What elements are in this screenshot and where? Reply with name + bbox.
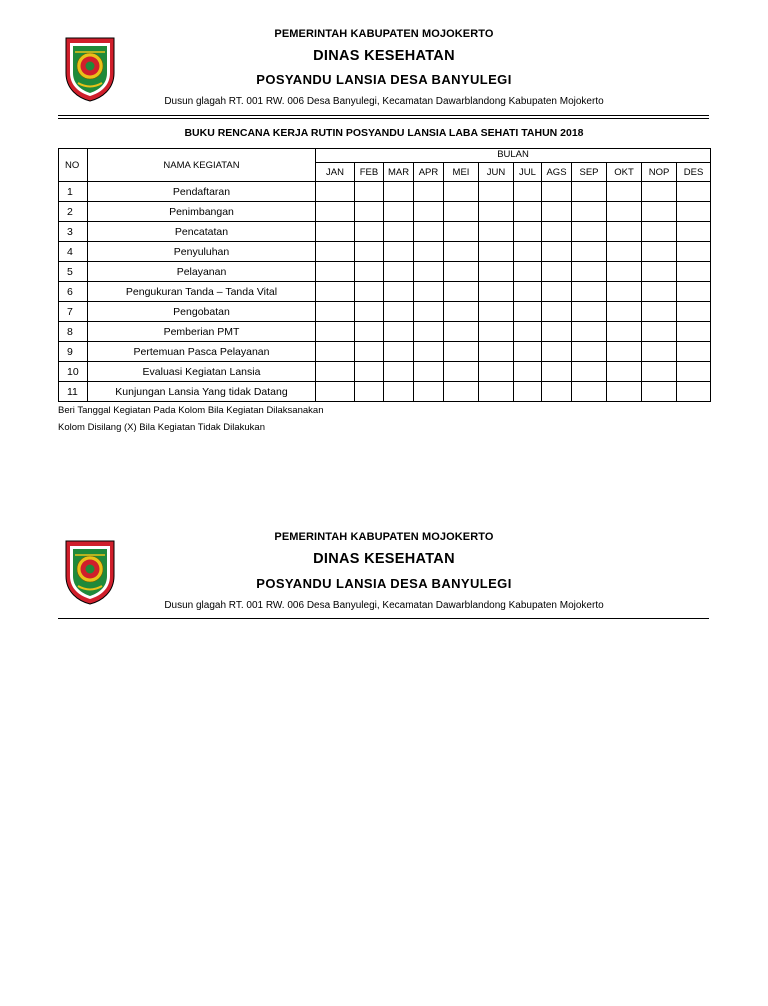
schedule-cell-jan[interactable] — [316, 302, 355, 322]
column-header-activity: NAMA KEGIATAN — [88, 149, 316, 182]
schedule-cell-mar[interactable] — [384, 262, 414, 282]
schedule-cell-mei[interactable] — [444, 262, 479, 282]
schedule-cell-mar[interactable] — [384, 182, 414, 202]
schedule-cell-sep[interactable] — [572, 382, 607, 402]
schedule-cell-nop[interactable] — [642, 362, 677, 382]
schedule-cell-mar[interactable] — [384, 222, 414, 242]
schedule-cell-sep[interactable] — [572, 342, 607, 362]
row-number: 2 — [59, 202, 88, 222]
schedule-cell-nop[interactable] — [642, 202, 677, 222]
row-number: 10 — [59, 362, 88, 382]
schedule-cell-okt[interactable] — [607, 282, 642, 302]
schedule-cell-apr[interactable] — [414, 342, 444, 362]
activity-name: Penimbangan — [88, 202, 316, 222]
schedule-cell-des[interactable] — [677, 342, 711, 362]
row-number: 1 — [59, 182, 88, 202]
month-header-okt: OKT — [607, 163, 642, 182]
header-divider-lower — [58, 118, 709, 119]
schedule-cell-sep[interactable] — [572, 242, 607, 262]
month-header-jan: JAN — [316, 163, 355, 182]
schedule-cell-mar[interactable] — [384, 362, 414, 382]
table-row — [59, 262, 711, 282]
schedule-cell-jul[interactable] — [514, 222, 542, 242]
agency-name: DINAS KESEHATAN — [313, 48, 455, 64]
row-number: 5 — [59, 262, 88, 282]
schedule-cell-mar[interactable] — [384, 342, 414, 362]
schedule-cell-okt[interactable] — [607, 182, 642, 202]
schedule-cell-ags[interactable] — [542, 342, 572, 362]
schedule-cell-jan[interactable] — [316, 242, 355, 262]
schedule-cell-ags[interactable] — [542, 242, 572, 262]
activity-name: Kunjungan Lansia Yang tidak Datang — [88, 382, 316, 402]
schedule-cell-apr[interactable] — [414, 302, 444, 322]
schedule-cell-jan[interactable] — [316, 262, 355, 282]
table-row — [59, 242, 711, 262]
schedule-cell-mar[interactable] — [384, 202, 414, 222]
row-number: 3 — [59, 222, 88, 242]
header-divider-upper — [58, 115, 709, 116]
schedule-cell-apr[interactable] — [414, 202, 444, 222]
schedule-cell-mei[interactable] — [444, 202, 479, 222]
schedule-cell-jun[interactable] — [479, 262, 514, 282]
schedule-cell-okt[interactable] — [607, 322, 642, 342]
schedule-cell-feb[interactable] — [355, 302, 384, 322]
column-header-month-group: BULAN — [316, 149, 711, 163]
government-name: PEMERINTAH KABUPATEN MOJOKERTO — [274, 531, 494, 543]
schedule-cell-mei[interactable] — [444, 242, 479, 262]
table-row — [59, 302, 711, 322]
row-number: 7 — [59, 302, 88, 322]
schedule-cell-apr[interactable] — [414, 362, 444, 382]
schedule-cell-apr[interactable] — [414, 282, 444, 302]
schedule-cell-sep[interactable] — [572, 282, 607, 302]
schedule-cell-ags[interactable] — [542, 262, 572, 282]
schedule-cell-jul[interactable] — [514, 322, 542, 342]
month-header-mei: MEI — [444, 163, 479, 182]
schedule-cell-jan[interactable] — [316, 182, 355, 202]
schedule-cell-jan[interactable] — [316, 342, 355, 362]
table-row — [59, 282, 711, 302]
schedule-cell-jul[interactable] — [514, 202, 542, 222]
schedule-cell-mar[interactable] — [384, 242, 414, 262]
schedule-cell-jul[interactable] — [514, 262, 542, 282]
schedule-cell-apr[interactable] — [414, 382, 444, 402]
schedule-cell-mei[interactable] — [444, 382, 479, 402]
schedule-cell-okt[interactable] — [607, 202, 642, 222]
schedule-cell-ags[interactable] — [542, 382, 572, 402]
schedule-cell-okt[interactable] — [607, 342, 642, 362]
schedule-cell-mei[interactable] — [444, 342, 479, 362]
schedule-cell-okt[interactable] — [607, 362, 642, 382]
schedule-cell-sep[interactable] — [572, 362, 607, 382]
month-header-mar: MAR — [384, 163, 414, 182]
posyandu-name: POSYANDU LANSIA DESA BANYULEGI — [256, 72, 512, 87]
schedule-cell-jan[interactable] — [316, 282, 355, 302]
table-row — [59, 362, 711, 382]
schedule-cell-okt[interactable] — [607, 262, 642, 282]
schedule-cell-apr[interactable] — [414, 322, 444, 342]
activity-name: Pendaftaran — [88, 182, 316, 202]
schedule-cell-okt[interactable] — [607, 302, 642, 322]
activity-schedule-table — [58, 148, 711, 402]
schedule-cell-feb[interactable] — [355, 182, 384, 202]
address-line: Dusun glagah RT. 001 RW. 006 Desa Banyulegi, Kecamatan Dawarblandong Kabupaten Mojokerto — [164, 600, 604, 611]
schedule-cell-des[interactable] — [677, 242, 711, 262]
schedule-cell-jul[interactable] — [514, 182, 542, 202]
schedule-cell-jun[interactable] — [479, 362, 514, 382]
schedule-cell-ags[interactable] — [542, 182, 572, 202]
schedule-cell-mar[interactable] — [384, 322, 414, 342]
schedule-cell-des[interactable] — [677, 322, 711, 342]
table-row — [59, 342, 711, 362]
schedule-cell-okt[interactable] — [607, 242, 642, 262]
activity-name: Pemberian PMT — [88, 322, 316, 342]
schedule-cell-ags[interactable] — [542, 302, 572, 322]
column-header-no: NO — [59, 149, 88, 182]
schedule-cell-mar[interactable] — [384, 302, 414, 322]
month-header-apr: APR — [414, 163, 444, 182]
schedule-cell-feb[interactable] — [355, 282, 384, 302]
schedule-cell-okt[interactable] — [607, 382, 642, 402]
schedule-cell-sep[interactable] — [572, 202, 607, 222]
schedule-cell-jan[interactable] — [316, 362, 355, 382]
address-line: Dusun glagah RT. 001 RW. 006 Desa Banyulegi, Kecamatan Dawarblandong Kabupaten Mojokerto — [164, 96, 604, 107]
activity-name: Evaluasi Kegiatan Lansia — [88, 362, 316, 382]
schedule-cell-des[interactable] — [677, 182, 711, 202]
row-number: 11 — [59, 382, 88, 402]
month-header-jun: JUN — [479, 163, 514, 182]
government-name: PEMERINTAH KABUPATEN MOJOKERTO — [274, 28, 494, 40]
month-header-feb: FEB — [355, 163, 384, 182]
schedule-cell-des[interactable] — [677, 222, 711, 242]
schedule-cell-jul[interactable] — [514, 342, 542, 362]
schedule-cell-nop[interactable] — [642, 262, 677, 282]
month-header-ags: AGS — [542, 163, 572, 182]
header-divider — [58, 618, 709, 619]
schedule-cell-jan[interactable] — [316, 202, 355, 222]
schedule-cell-jun[interactable] — [479, 222, 514, 242]
schedule-cell-mar[interactable] — [384, 282, 414, 302]
schedule-cell-apr[interactable] — [414, 262, 444, 282]
table-row — [59, 202, 711, 222]
month-header-nop: NOP — [642, 163, 677, 182]
schedule-cell-ags[interactable] — [542, 322, 572, 342]
note-dated: Beri Tanggal Kegiatan Pada Kolom Bila Kegiatan Dilaksanakan — [58, 405, 324, 416]
schedule-cell-apr[interactable] — [414, 242, 444, 262]
schedule-cell-sep[interactable] — [572, 182, 607, 202]
schedule-cell-feb[interactable] — [355, 202, 384, 222]
schedule-cell-feb[interactable] — [355, 242, 384, 262]
schedule-cell-feb[interactable] — [355, 322, 384, 342]
activity-name: Penyuluhan — [88, 242, 316, 262]
schedule-cell-des[interactable] — [677, 302, 711, 322]
schedule-cell-apr[interactable] — [414, 222, 444, 242]
month-header-des: DES — [677, 163, 711, 182]
schedule-cell-feb[interactable] — [355, 382, 384, 402]
table-row — [59, 222, 711, 242]
schedule-cell-jun[interactable] — [479, 322, 514, 342]
schedule-cell-nop[interactable] — [642, 282, 677, 302]
mojokerto-emblem-icon — [62, 538, 118, 606]
agency-name: DINAS KESEHATAN — [313, 551, 455, 567]
schedule-cell-des[interactable] — [677, 262, 711, 282]
schedule-cell-nop[interactable] — [642, 322, 677, 342]
activity-name: Pencatatan — [88, 222, 316, 242]
schedule-cell-jan[interactable] — [316, 222, 355, 242]
schedule-cell-sep[interactable] — [572, 302, 607, 322]
schedule-cell-jun[interactable] — [479, 282, 514, 302]
activity-name: Pelayanan — [88, 262, 316, 282]
schedule-cell-mei[interactable] — [444, 362, 479, 382]
schedule-cell-apr[interactable] — [414, 182, 444, 202]
schedule-cell-des[interactable] — [677, 282, 711, 302]
schedule-cell-feb[interactable] — [355, 362, 384, 382]
schedule-cell-jul[interactable] — [514, 382, 542, 402]
schedule-cell-mei[interactable] — [444, 322, 479, 342]
schedule-cell-jun[interactable] — [479, 342, 514, 362]
schedule-cell-jul[interactable] — [514, 242, 542, 262]
table-row — [59, 182, 711, 202]
schedule-cell-jun[interactable] — [479, 242, 514, 262]
row-number: 9 — [59, 342, 88, 362]
schedule-cell-mar[interactable] — [384, 382, 414, 402]
schedule-cell-jun[interactable] — [479, 202, 514, 222]
schedule-cell-nop[interactable] — [642, 242, 677, 262]
schedule-cell-sep[interactable] — [572, 222, 607, 242]
note-crossed: Kolom Disilang (X) Bila Kegiatan Tidak Dilakukan — [58, 422, 265, 433]
schedule-cell-nop[interactable] — [642, 222, 677, 242]
posyandu-name: POSYANDU LANSIA DESA BANYULEGI — [256, 576, 512, 591]
table-row — [59, 322, 711, 342]
schedule-cell-feb[interactable] — [355, 262, 384, 282]
schedule-cell-ags[interactable] — [542, 362, 572, 382]
schedule-cell-jan[interactable] — [316, 322, 355, 342]
schedule-cell-okt[interactable] — [607, 222, 642, 242]
schedule-cell-mei[interactable] — [444, 282, 479, 302]
schedule-cell-jan[interactable] — [316, 382, 355, 402]
activity-name: Pertemuan Pasca Pelayanan — [88, 342, 316, 362]
schedule-cell-des[interactable] — [677, 362, 711, 382]
schedule-cell-jun[interactable] — [479, 302, 514, 322]
schedule-cell-feb[interactable] — [355, 342, 384, 362]
schedule-cell-ags[interactable] — [542, 222, 572, 242]
activity-name: Pengukuran Tanda – Tanda Vital — [88, 282, 316, 302]
row-number: 4 — [59, 242, 88, 262]
schedule-cell-nop[interactable] — [642, 182, 677, 202]
schedule-cell-sep[interactable] — [572, 262, 607, 282]
document-title: BUKU RENCANA KERJA RUTIN POSYANDU LANSIA LABA SEHATI TAHUN 2018 — [184, 127, 584, 139]
schedule-cell-des[interactable] — [677, 202, 711, 222]
schedule-cell-mei[interactable] — [444, 222, 479, 242]
activity-name: Pengobatan — [88, 302, 316, 322]
schedule-cell-ags[interactable] — [542, 202, 572, 222]
month-header-jul: JUL — [514, 163, 542, 182]
schedule-cell-feb[interactable] — [355, 222, 384, 242]
schedule-cell-nop[interactable] — [642, 382, 677, 402]
schedule-cell-ags[interactable] — [542, 282, 572, 302]
schedule-cell-jul[interactable] — [514, 362, 542, 382]
table-row — [59, 382, 711, 402]
row-number: 8 — [59, 322, 88, 342]
schedule-cell-mei[interactable] — [444, 182, 479, 202]
schedule-cell-sep[interactable] — [572, 322, 607, 342]
schedule-cell-des[interactable] — [677, 382, 711, 402]
schedule-cell-nop[interactable] — [642, 342, 677, 362]
schedule-cell-jun[interactable] — [479, 382, 514, 402]
schedule-cell-jun[interactable] — [479, 182, 514, 202]
row-number: 6 — [59, 282, 88, 302]
schedule-cell-jul[interactable] — [514, 282, 542, 302]
schedule-cell-jul[interactable] — [514, 302, 542, 322]
schedule-cell-nop[interactable] — [642, 302, 677, 322]
mojokerto-emblem-icon — [62, 35, 118, 103]
schedule-cell-mei[interactable] — [444, 302, 479, 322]
month-header-sep: SEP — [572, 163, 607, 182]
